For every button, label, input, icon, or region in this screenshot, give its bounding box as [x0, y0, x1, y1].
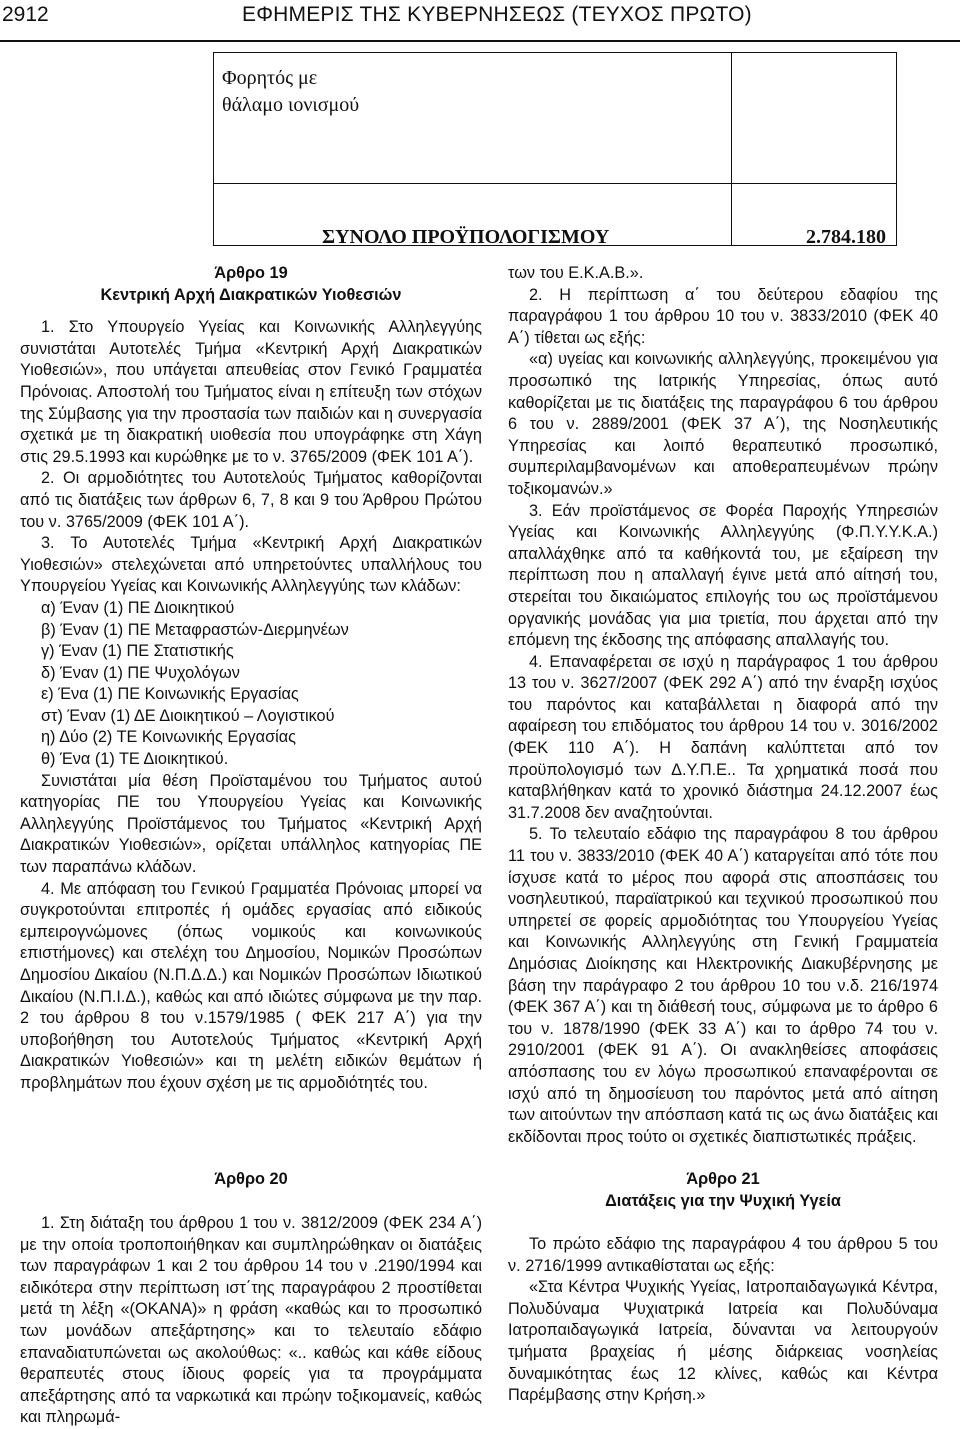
header-rule: [0, 40, 960, 42]
article-18-paragraph: 5. Το τελευταίο εδάφιο της παραγράφου 8 του άρθρου 11 του ν. 3833/2010 (ΦΕΚ 40 Α΄) καταργείται από τότε που ίσχυσε κατά το μέρος που αφορά στις αποσπάσεις του νοσηλευτικού, παραϊατρικού και τεχνικού προσωπικού που υπηρετεί σε φορείς αρμοδιότητας του Υπουργείου Υγείας και Κοινωνικής Αλληλεγγύης στη Γενική Γραμματεία Δημόσιας Διοίκησης και Ηλεκτρονικής Διακυβέρνησης με βάση την παράγραφο 2 του άρθρου 10 του ν.δ. 216/1974 (ΦΕΚ 367 Α΄) και τη διάθεσή τους, σύμφωνα με το άρθρο 6 του ν. 1878/1990 (ΦΕΚ 33 Α΄) και το άρθρο 74 του ν. 2910/2001 (ΦΕΚ 91 Α΄). Οι ανακληθείσες αποφάσεις απόσπασης του εν λόγω προσωπικού επαναφέρονται σε ισχύ από τη δημοσίευση του παρόντος μετά από αίτηση των αιτούντων την απόσπαση κατά τις ως άνω διατάξεις και εκδίδονται προς τούτο οι σχετικές διαπιστωτικές πράξεις.: [508, 825, 938, 1146]
article-21-body: [508, 1234, 938, 1407]
article-18-paragraph: 2. Η περίπτωση α΄ του δεύτερου εδαφίου της παραγράφου 1 του άρθρου 10 του ν. 3833/2010 (ΦΕΚ 40 Α΄) τίθεται ως εξής:: [508, 285, 938, 347]
staff-item: α) Έναν (1) ΠΕ Διοικητικού: [41, 598, 235, 617]
gazette-title: ΕΦΗΜΕΡΙΣ ΤΗΣ ΚΥΒΕΡΝΗΣΕΩΣ (ΤΕΥΧΟΣ ΠΡΩΤΟ): [242, 3, 752, 26]
article-19-number: Άρθρο 19: [214, 264, 288, 282]
staff-item: στ) Έναν (1) ΔΕ Διοικητικού – Λογιστικού: [41, 706, 335, 725]
article-21-heading: [508, 1169, 938, 1212]
article-19-title: Κεντρική Αρχή Διακρατικών Υιοθεσιών: [100, 285, 402, 304]
article-18-paragraph: «α) υγείας και κοινωνικής αλληλεγγύης, προκειμένου για προσωπικό της Ιατρικής Υπηρεσίας, όπως αυτό καθορίζεται με τις διατάξεις της παραγράφου 6 του άρθρου 6 του ν. 2889/2001 (ΦΕΚ 37 Α΄), της Νοσηλευτικής Υπηρεσίας και λοιπό θεραπευτικό προσωπικό, συμπεριλαμβανομένων και αποθεραπευμένων πρώην τοξικομανών.»: [508, 350, 938, 498]
table-column-divider: [731, 53, 732, 245]
article-21-number: Άρθρο 21: [686, 1170, 760, 1188]
article-19-paragraph: Συνιστάται μία θέση Προϊσταμένου του Τμήματος αυτού κατηγορίας ΠΕ του Υπουργείου Υγείας και Κοινωνικής Αλληλεγγύης Προϊστάμενος του Τμήματος «Κεντρική Αρχή Διακρατικών Υιοθεσιών», ορίζεται υπάλληλος κατηγορίας ΠΕ των παραπάνω κλάδων.: [20, 771, 482, 877]
table-item-line: θάλαμο ιονισμού: [222, 94, 360, 116]
article-20-body: [20, 1213, 482, 1429]
page-header: [0, 0, 960, 40]
staff-item: β) Έναν (1) ΠΕ Μεταφραστών-Διερμηνέων: [41, 620, 349, 639]
article-19-paragraph: 2. Οι αρμοδιότητες του Αυτοτελούς Τμήματος καθορίζονται από τις διατάξεις των άρθρων 6, 7, 8 και 9 του Άρθρου Πρώτου του ν. 3765/2009 (ΦΕΚ 101 Α΄).: [20, 469, 482, 531]
staff-item: δ) Έναν (1) ΠΕ Ψυχολόγων: [41, 663, 240, 682]
article-18-paragraph: 3. Εάν προϊστάμενος σε Φορέα Παροχής Υπηρεσιών Υγείας και Κοινωνικής Αλληλεγγύης (Φ.Π.Υ.Υ.Κ.Α.) απαλλάχθηκε από τα καθήκοντά του, με εξαίρεση την περίπτωση που η απαλλαγή έγινε μετά από αίτησή του, στερείται του δικαιώματος επιλογής του ως προϊστάμενου οργανικής μονάδας για μια τριετία, που άρχεται από την επόμενη της έκδοσης της απόφασης απαλλαγής του.: [508, 501, 938, 650]
continuation-paragraph: των του Ε.Κ.Α.Β.».: [508, 264, 644, 282]
page-number: 2912: [2, 3, 49, 26]
table-item-cell: [222, 65, 359, 119]
article-19-paragraph: 1. Στο Υπουργείο Υγείας και Κοινωνικής Αλληλεγγύης συνιστάται Αυτοτελές Τμήμα «Κεντρική Αρχή Διακρατικών Υιοθεσιών», που υπάγεται απευθείας στον Γενικό Γραμματέα Πρόνοιας. Αποστολή του Τμήματος είναι η επίτευξη των στόχων της Σύμβασης για την προστασία των παιδιών και η συνεργασία σχετικά με τη διακρατική υιοθεσία που υπογράφηκε στη Χάγη στις 29.5.1993 και κυρώθηκε με το ν. 3765/2009 (ΦΕΚ 101 Α΄).: [20, 318, 482, 466]
article-21-paragraph: Το πρώτο εδάφιο της παραγράφου 4 του άρθρου 5 του ν. 2716/1999 αντικαθίσταται ως εξής:: [508, 1235, 938, 1275]
total-value: 2.784.180: [806, 226, 886, 248]
article-20-number: Άρθρο 20: [214, 1170, 288, 1188]
article-20-heading: [20, 1169, 482, 1191]
article-20-paragraph: 1. Στη διάταξη του άρθρου 1 του ν. 3812/2009 (ΦΕΚ 234 Α΄) με την οποία τροποποιήθηκαν και συμπληρώθηκαν οι διατάξεις των παραγράφων 1 και 2 του άρθρου 14 του ν .2190/1994 και ειδικότερα στην περίπτωση ιστ΄της παραγράφου 2 προστίθεται μετά τη λέξη «(ΟΚΑΝΑ)» η φράση «καθώς και το προσωπικό των μονάδων απεξάρτησης» και το τελευταίο εδάφιο επαναδιατυπώνεται ως ακολούθως: «.. καθώς και κάθε είδους θεραπευτές στους ίδιους φορείς για τα προγράμματα απεξάρτησης από τα ναρκωτικά και πρώην τοξικομανείς, καθώς και πληρωμά-: [20, 1214, 482, 1427]
table-item-line: Φορητός με: [222, 67, 318, 89]
staff-item: ε) Ένα (1) ΠΕ Κοινωνικής Εργασίας: [41, 685, 299, 704]
article-21-title: Διατάξεις για την Ψυχική Υγεία: [605, 1191, 841, 1210]
staff-item: θ) Ένα (1) ΤΕ Διοικητικού.: [41, 750, 229, 769]
total-label: ΣΥΝΟΛΟ ΠΡΟΫΠΟΛΟΓΙΣΜΟΥ: [322, 226, 610, 248]
right-column: [508, 263, 938, 1148]
article-19-paragraph: 3. Το Αυτοτελές Τμήμα «Κεντρική Αρχή Διακρατικών Υιοθεσιών» στελεχώνεται από υπηρετούντες υπαλλήλους του Υπουργείου Υγείας και Κοινωνικής Αλληλεγγύης των κλάδων:: [20, 534, 482, 596]
article-21-paragraph: «Στα Κέντρα Ψυχικής Υγείας, Ιατροπαιδαγωγικά Κέντρα, Πολυδύναμα Ψυχιατρικά Ιατρεία και Πολυδύναμα Ιατροπαιδαγωγικά Ιατρεία, δύνανται να λειτουργούν τμήματα βραχείας ή μέσης διάρκειας νοσηλείας δυναμικότητας έως 12 κλίνες, καθώς και Κέντρα Παρέμβασης στην Κρήση.»: [508, 1278, 938, 1405]
budget-table: [213, 52, 897, 246]
table-row-divider: [214, 183, 896, 184]
staff-item: η) Δύο (2) ΤΕ Κοινωνικής Εργασίας: [41, 728, 297, 747]
left-column: [20, 263, 482, 1095]
article-18-paragraph: 4. Επαναφέρεται σε ισχύ η παράγραφος 1 του άρθρου 13 του ν. 3627/2007 (ΦΕΚ 292 Α΄) από την έναρξη ισχύος του παρόντος και καταβάλλεται η διαφορά από την αφαίρεση του επιδόματος του άρθρου 14 του ν. 3016/2002 (ΦΕΚ 110 Α΄). Η δαπάνη καλύπτεται από τον προϋπολογισμό των Δ.Υ.Π.Ε.. Τα χρηματικά ποσά που καταβλήθηκαν κατά το χρονικό διάστημα 24.12.2007 έως 31.7.2008 δεν αναζητούνται.: [508, 652, 938, 822]
article-19-paragraph: 4. Με απόφαση του Γενικού Γραμματέα Πρόνοιας μπορεί να συγκροτούνται επιτροπές ή ομάδες εργασίας από ειδικούς εμπειρογνώμονες (όπως νομικούς και κοινωνικούς επιστήμονες) και στελέχη του Δημοσίου, Νομικών Προσώπων Δημοσίου Δικαίου (Ν.Π.Δ.Δ.) και Νομικών Προσώπων Ιδιωτικού Δικαίου (Ν.Π.Ι.Δ.), καθώς και από ιδιώτες σύμφωνα με την παρ. 2 του άρθρου 8 του ν.1579/1985 ( ΦΕΚ 217 Α΄) για την υποβοήθηση του Αυτοτελούς Τμήματος «Κεντρική Αρχή Διακρατικών Υιοθεσιών» και τη μελέτη ειδικών θεμάτων ή προβλημάτων που έχουν σχέση με τις αρμοδιότητές του.: [20, 879, 482, 1092]
staff-item: γ) Έναν (1) ΠΕ Στατιστικής: [41, 642, 234, 661]
